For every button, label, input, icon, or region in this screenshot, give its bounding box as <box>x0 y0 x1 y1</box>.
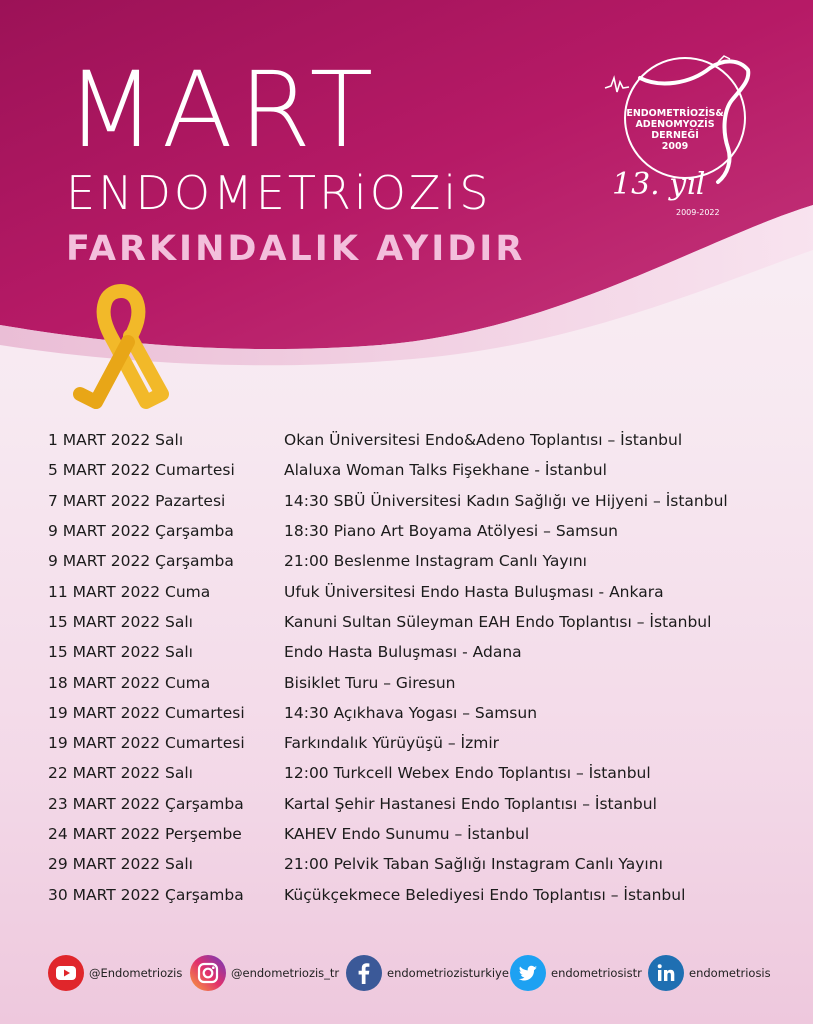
event-title: Küçükçekmece Belediyesi Endo Toplantısı – İstanbul <box>284 885 686 904</box>
event-title: Bisiklet Turu – Giresun <box>284 673 456 692</box>
event-row <box>48 819 788 849</box>
event-row <box>48 637 788 667</box>
event-title: KAHEV Endo Sunumu – İstanbul <box>284 825 530 843</box>
event-title: Alaluxa Woman Talks Fişekhane - İstanbul <box>284 461 607 480</box>
event-row <box>48 576 788 606</box>
anniversary-range: 2009-2022 <box>676 208 720 217</box>
social-link-youtube[interactable] <box>48 955 182 991</box>
event-row <box>48 879 788 909</box>
event-title: 12:00 Turkcell Webex Endo Toplantısı – İstanbul <box>284 764 651 783</box>
event-date: 5 MART 2022 Cumartesi <box>48 461 235 480</box>
twitter-icon <box>510 955 546 991</box>
event-row <box>48 516 788 546</box>
event-date: 9 MART 2022 Çarşamba <box>48 522 234 541</box>
event-row <box>48 425 788 455</box>
event-date: 24 MART 2022 Perşembe <box>48 825 242 843</box>
event-row <box>48 698 788 728</box>
event-row <box>48 758 788 788</box>
linkedin-icon <box>648 955 684 991</box>
event-date: 30 MART 2022 Çarşamba <box>48 885 244 904</box>
social-link-twitter[interactable] <box>510 955 642 991</box>
event-date: 29 MART 2022 Salı <box>48 855 193 874</box>
event-title: Kartal Şehir Hastanesi Endo Toplantısı – İstanbul <box>284 794 657 813</box>
event-title: 21:00 Pelvik Taban Sağlığı Instagram Canlı Yayını <box>284 855 663 874</box>
event-row <box>48 728 788 758</box>
social-handle: endometriosis <box>689 966 771 980</box>
event-title: 14:30 SBÜ Üniversitesi Kadın Sağlığı ve Hijyeni – İstanbul <box>284 491 728 510</box>
event-row <box>48 607 788 637</box>
event-title: Kanuni Sultan Süleyman EAH Endo Toplantısı – İstanbul <box>284 612 712 631</box>
logo-text <box>600 108 750 152</box>
social-handle: @endometriozis_tr <box>231 966 340 980</box>
social-media-bar <box>48 955 788 991</box>
title-month: MART <box>66 49 380 171</box>
event-date: 22 MART 2022 Salı <box>48 764 193 783</box>
event-row <box>48 667 788 697</box>
event-row <box>48 546 788 576</box>
event-date: 1 MART 2022 Salı <box>48 431 184 450</box>
event-date: 11 MART 2022 Cuma <box>48 582 211 601</box>
title-subject: ENDOMETRiOZiS <box>66 166 492 220</box>
event-date: 15 MART 2022 Salı <box>48 643 193 662</box>
logo-org-line1: ENDOMETRİOZİS& <box>626 108 724 119</box>
event-row <box>48 455 788 485</box>
event-row <box>48 486 788 516</box>
instagram-icon <box>190 955 226 991</box>
event-row <box>48 849 788 879</box>
event-title: 14:30 Açıkhava Yogası – Samsun <box>284 703 538 722</box>
facebook-icon <box>346 955 382 991</box>
social-link-linkedin[interactable] <box>648 955 771 991</box>
event-date: 19 MART 2022 Cumartesi <box>48 734 245 753</box>
title-awareness: FARKINDALIK AYIDIR <box>66 229 526 269</box>
social-handle: endometriosistr <box>551 966 642 980</box>
youtube-icon <box>48 955 84 991</box>
event-title: 18:30 Piano Art Boyama Atölyesi – Samsun <box>284 522 618 541</box>
event-title: Farkındalık Yürüyüşü – İzmir <box>284 734 500 753</box>
logo-org-line3: DERNEĞİ <box>651 130 699 141</box>
awareness-ribbon-icon <box>66 284 176 414</box>
event-date: 19 MART 2022 Cumartesi <box>48 703 245 722</box>
event-date: 23 MART 2022 Çarşamba <box>48 794 244 813</box>
logo-org-year: 2009 <box>661 141 689 152</box>
event-date: 18 MART 2022 Cuma <box>48 673 211 692</box>
social-link-instagram[interactable] <box>190 955 339 991</box>
event-date: 15 MART 2022 Salı <box>48 612 193 631</box>
event-title: Okan Üniversitesi Endo&Adeno Toplantısı – İstanbul <box>284 431 683 450</box>
logo-org-line2: ADENOMYOZİS <box>635 119 715 130</box>
event-title: Ufuk Üniversitesi Endo Hasta Buluşması - Ankara <box>284 582 664 601</box>
social-handle: @Endometriozis <box>89 966 183 980</box>
event-title: Endo Hasta Buluşması - Adana <box>284 643 522 662</box>
social-link-facebook[interactable] <box>346 955 509 991</box>
event-date: 9 MART 2022 Çarşamba <box>48 552 234 571</box>
anniversary-label: 13. yıl <box>612 167 706 202</box>
event-schedule <box>48 425 788 910</box>
social-handle: endometriozisturkiye <box>387 966 509 980</box>
event-date: 7 MART 2022 Pazartesi <box>48 491 226 510</box>
event-row <box>48 789 788 819</box>
event-title: 21:00 Beslenme Instagram Canlı Yayını <box>284 552 587 571</box>
